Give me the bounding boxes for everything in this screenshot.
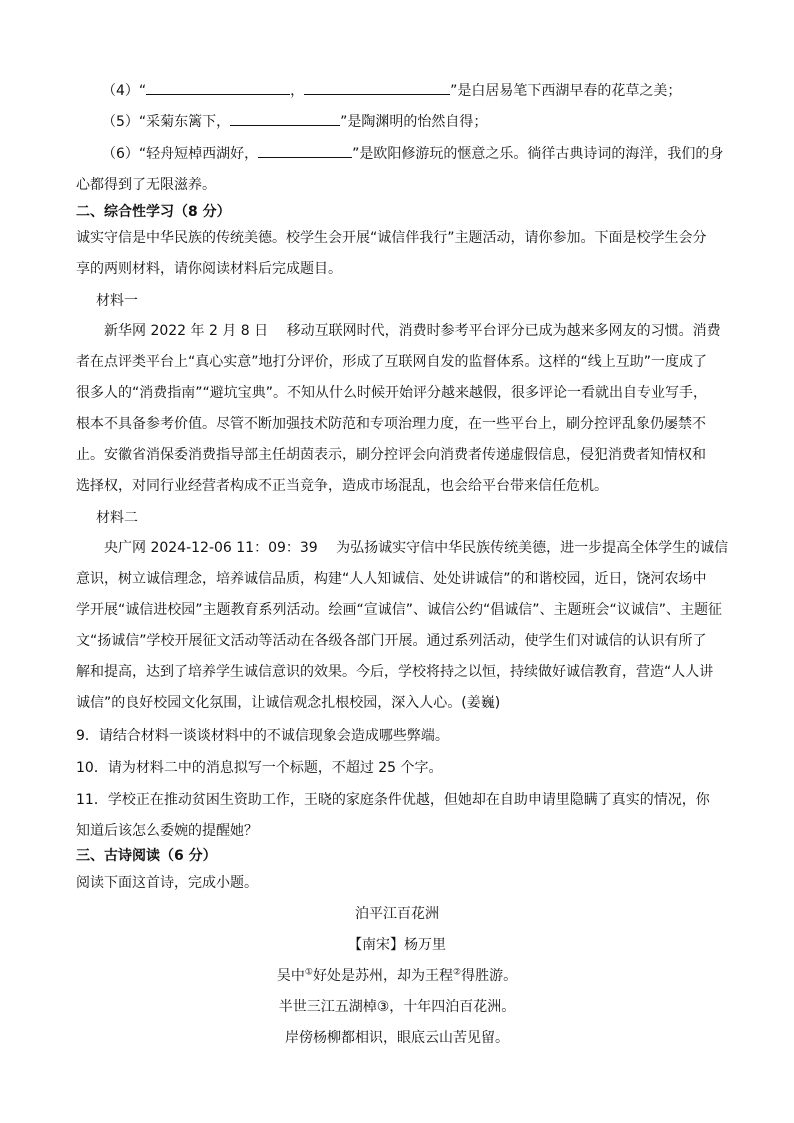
fill-item-4-prefix: （4）“ [102, 83, 147, 99]
answer-blank[interactable] [258, 145, 352, 158]
question-11-continued: 知道后该怎么委婉的提醒她？ [76, 823, 258, 839]
fill-item-5 [102, 113, 487, 131]
answer-blank[interactable] [230, 113, 340, 126]
fill-item-4 [102, 82, 681, 100]
question-9: 9．请结合材料一谈谈材料中的不诚信现象会造成哪些弊端。 [76, 728, 449, 744]
material-2-line: 解和提高，达到了培养学生诚信意识的效果。今后，学校将持之以恒，持续做好诚信教育，营造“人人讲 [76, 664, 714, 680]
material-2-line: 央广网 2024-12-06 11：09：39 为弘扬诚实守信中华民族传统美德，进一步提高全体学生的诚信 [104, 540, 729, 556]
answer-blank[interactable] [146, 82, 290, 95]
fill-item-5-prefix: （5）“采菊东篱下， [102, 114, 231, 130]
material-1-line: 止。安徽省消保委消费指导部主任胡茵表示，刷分控评会向消费者传递虚假信息，侵犯消费者知情权和 [76, 447, 706, 463]
poem-line-3: 岸傍杨柳都相识，眼底云山苦见留。 [285, 1030, 509, 1046]
section-2-heading: 二、综合性学习（8 分） [76, 204, 231, 220]
poem-author: 【南宋】杨万里 [348, 937, 446, 953]
material-2-label: 材料二 [96, 510, 138, 526]
poem-line-1-part: 吴中 [276, 968, 305, 984]
material-2-line: 意识，树立诚信理念，培养诚信品质，构建“人人知诚信、处处讲诚信”的和谐校园，近日，饶河农场中 [76, 571, 707, 587]
section-3-heading: 三、古诗阅读（6 分） [76, 848, 217, 864]
question-11: 11．学校正在推动贫困生资助工作，王晓的家庭条件优越，但她却在自助申请里隐瞒了真实的情况，你 [76, 792, 710, 808]
poem-title: 泊平江百花洲 [355, 906, 439, 922]
footnote-marker: ② [453, 967, 462, 978]
material-1-line: 很多人的“消费指南”“避坑宝典”。不知从什么时候开始评分越来越假，很多评论一看就出自专业写手， [76, 385, 708, 401]
question-10: 10．请为材料二中的消息拟写一个标题，不超过 25 个字。 [76, 760, 443, 776]
poem-line-1 [0, 967, 794, 985]
material-1-line: 者在点评类平台上“真心实意”地打分评价，形成了互联网自发的监督体系。这样的“线上互助”一度成了 [76, 354, 708, 370]
fill-item-6 [102, 145, 723, 163]
material-1-label: 材料一 [96, 293, 138, 309]
fill-item-6-suffix: ”是欧阳修游玩的惬意之乐。徜徉古典诗词的海洋，我们的身 [352, 146, 724, 162]
material-2-line: 诚信”的良好校园文化氛围，让诚信观念扎根校园，深入人心。(姜巍) [76, 695, 501, 711]
fill-item-4-suffix: ”是白居易笔下西湖早春的花草之美； [450, 83, 682, 99]
material-1-line: 根本不具备参考价值。尽管不断加强技术防范和专项治理力度，在一些平台上，刷分控评乱象仍屡禁不 [76, 416, 706, 432]
poem-line-1-part: 得胜游。 [461, 968, 518, 984]
poem-line-2: 半世三江五湖棹③，十年四泊百花洲。 [278, 999, 516, 1015]
material-1-line: 选择权，对同行业经营者构成不正当竞争，造成市场混乱，也会给平台带来信任危机。 [76, 478, 608, 494]
section-2-intro-line: 诚实守信是中华民族的传统美德。校学生会开展“诚信伴我行”主题活动，请你参加。下面是校学生会分 [76, 230, 707, 246]
poem-line-1-part: 好处是苏州，却为王程 [313, 968, 453, 984]
fill-item-6-prefix: （6）“轻舟短棹西湖好， [102, 146, 259, 162]
footnote-marker: ① [304, 967, 313, 978]
material-1-line: 新华网 2022 年 2 月 8 日 移动互联网时代，消费时参考平台评分已成为越来多网友的习惯。消费 [104, 323, 721, 339]
section-3-intro: 阅读下面这首诗，完成小题。 [76, 875, 258, 891]
section-2-intro-line: 享的两则材料，请你阅读材料后完成题目。 [76, 261, 342, 277]
material-2-line: 文“扬诚信”学校开展征文活动等活动在各级各部门开展。通过系列活动，使学生们对诚信的认识有所了 [76, 633, 707, 649]
fill-item-4-comma: ， [290, 83, 305, 99]
answer-blank[interactable] [304, 82, 450, 95]
fill-item-6-continued: 心都得到了无限滋养。 [76, 177, 216, 193]
fill-item-5-suffix: ”是陶渊明的怡然自得； [340, 114, 488, 130]
material-2-line: 学开展“诚信进校园”主题教育系列活动。绘画“宣诚信”、诚信公约“倡诚信”、主题班会“议诚信”、主题征 [76, 602, 723, 618]
